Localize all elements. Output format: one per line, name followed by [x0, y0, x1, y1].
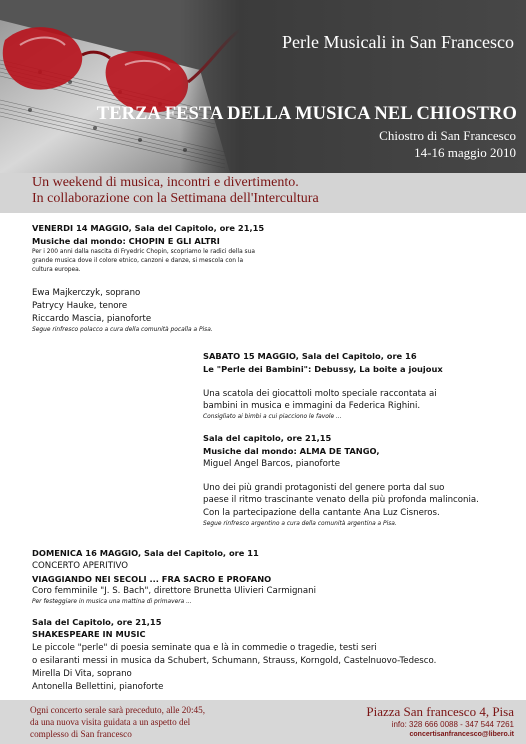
saturday-evening-subtitle: Musiche dal mondo: ALMA DE TANGO, [203, 446, 380, 456]
sunday-evening-performer: Antonella Bellettini, pianoforte [32, 682, 164, 692]
friday-desc-line: cultura europea. [32, 267, 81, 273]
footer-note-line: da una nuova visita guidata a un aspetto del [30, 717, 191, 727]
saturday-desc-line: bambini in musica e immagini da Federica Righini. [203, 401, 421, 411]
footer-note-line: complesso di San francesco [30, 729, 132, 739]
saturday-evening-desc-line: paese il ritmo trascinante venato della più profonda malinconia. [203, 495, 479, 505]
header-title: Perle Musicali in San Francesco [282, 32, 514, 52]
saturday-evening-performer: Miguel Angel Barcos, pianoforte [203, 459, 341, 469]
saturday-evening-heading: Sala del capitolo, ore 21,15 [203, 433, 332, 443]
sunday-performers: Coro femminile "J. S. Bach", direttore Brunetta Ulivieri Carmignani [32, 586, 316, 596]
friday-subtitle: Musiche dal mondo: CHOPIN E GLI ALTRI [32, 236, 220, 246]
friday-performer: Patrycy Hauke, tenore [32, 301, 128, 311]
sunday-note: Per festeggiare in musica una mattina di primavera ... [32, 599, 192, 605]
saturday-subtitle: Le "Perle dei Bambini": Debussy, La boite a joujoux [203, 364, 443, 374]
saturday-evening-note: Segue rinfresco argentino a cura della comunità argentina a Pisa. [203, 521, 397, 527]
friday-heading: VENERDI 14 MAGGIO, Sala del Capitolo, ore 21,15 [32, 223, 265, 233]
footer [0, 700, 526, 744]
subtitle-banner [0, 173, 526, 213]
saturday-desc-line: Una scatola dei giocattoli molto speciale raccontata ai [203, 389, 437, 399]
sunday-evening-performer: Mirella Di Vita, soprano [32, 669, 132, 679]
header-image [0, 0, 240, 173]
main-title: TERZA FESTA DELLA MUSICA NEL CHIOSTRO [96, 104, 517, 124]
event-place: Chiostro di San Francesco [379, 128, 516, 143]
footer-address: Piazza San francesco 4, Pisa [366, 704, 514, 719]
header-banner [0, 0, 526, 173]
sunday-subtitle: VIAGGIANDO NEI SECOLI ... FRA SACRO E PROFANO [32, 574, 272, 584]
friday-desc-line: grande musica dove il colore etnico, canzoni e danze, si mescola con la [32, 258, 244, 264]
sunday-evening-desc-line: o esilaranti messi in musica da Schubert, Schumann, Strauss, Korngold, Castelnuovo-Tedesco. [32, 656, 437, 666]
friday-performer: Ewa Majkerczyk, soprano [32, 288, 141, 298]
sunday-evening-desc-line: Le piccole "perle" di poesia seminate qua e là in commedie o tragedie, testi seri [32, 643, 377, 653]
program-content [0, 213, 526, 700]
sunday-evening-heading: Sala del Capitolo, ore 21,15 [32, 617, 162, 627]
saturday-evening-desc-line: Con la partecipazione della cantante Ana Luz Cisneros. [203, 508, 440, 518]
banner-line-1: Un weekend di musica, incontri e divertimento. [32, 175, 299, 190]
sunday-kind: CONCERTO APERITIVO [32, 561, 128, 571]
friday-desc-line: Per i 200 anni dalla nascita di Fryedric Chopin, scopriamo le radici della sua [32, 249, 255, 255]
saturday-heading: SABATO 15 MAGGIO, Sala del Capitolo, ore 16 [203, 351, 417, 361]
friday-note: Segue rinfresco polacco a cura della comunità pocalla a Pisa. [32, 327, 213, 333]
saturday-note: Consigliato ai bimbi a cui piacciono le favole ... [203, 414, 342, 420]
sunday-heading: DOMENICA 16 MAGGIO, Sala del Capitolo, ore 11 [32, 548, 259, 558]
footer-note-line: Ogni concerto serale sarà preceduto, alle 20:45, [30, 705, 205, 715]
event-dates: 14-16 maggio 2010 [414, 145, 516, 160]
friday-performer: Riccardo Mascia, pianoforte [32, 314, 152, 324]
sunday-evening-subtitle: SHAKESPEARE IN MUSIC [32, 629, 146, 639]
saturday-evening-desc-line: Uno dei più grandi protagonisti del genere porta dal suo [203, 483, 445, 493]
footer-phone: info: 328 666 0088 - 347 544 7261 [391, 720, 514, 729]
footer-email-link[interactable]: concertisanfrancesco@libero.it [409, 731, 514, 738]
banner-line-2: In collaborazione con la Settimana dell'Intercultura [32, 191, 319, 206]
